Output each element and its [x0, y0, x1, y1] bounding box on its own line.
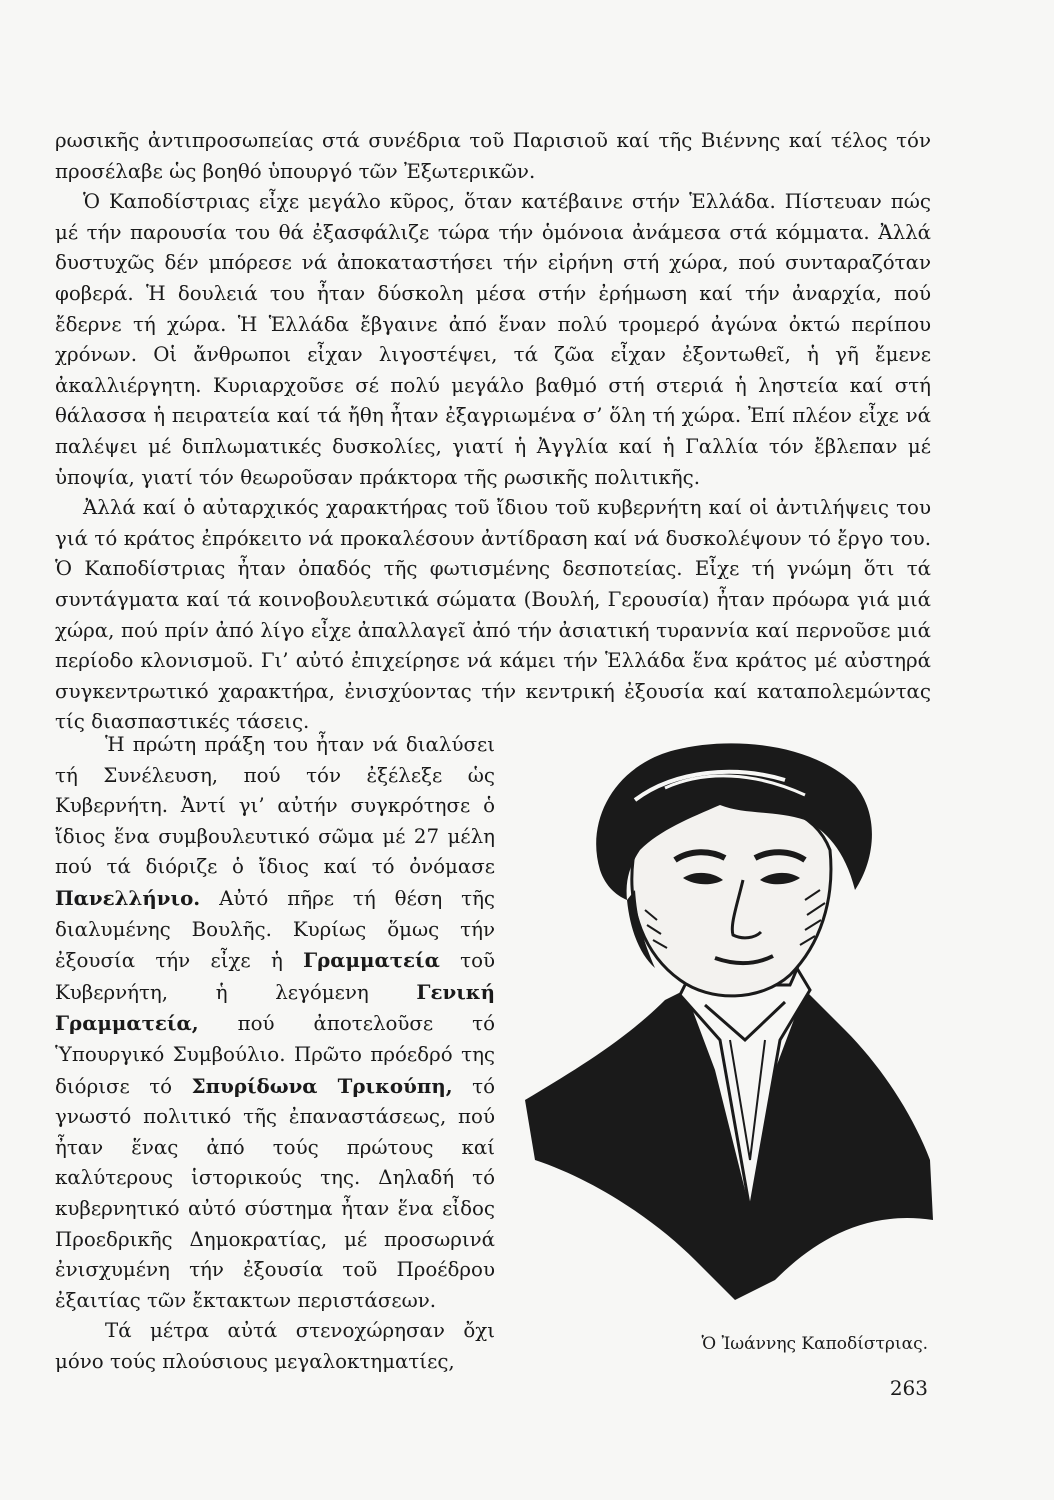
page-number: 263 — [889, 1376, 928, 1400]
bold-term-panellinio: Πανελλήνιο. — [55, 885, 201, 910]
paragraph-measures: Τά μέτρα αὐτά στενοχώρησαν ὄχι μόνο τούς πλούσιους μεγαλοκτηματίες, — [55, 1319, 495, 1373]
text-run: πού ἀποτελοῦσε τό Ὑπουργικό Συμβούλιο. Πρῶτο πρόεδρό της διόρισε τό — [55, 1012, 495, 1098]
text-run: τό γνωστό πολιτικό τῆς ἐπαναστάσεως, πού ἦταν ἕνας ἀπό τούς πρώτους καί καλύτερους ἱστορικούς της. Δηλαδή τό κυβερνητικό αὐτό σύστημα ἦταν ἕνα εἶδος Προεδρικῆς Δημοκρατίας, μέ προσωρινά ἐνισχυμένη τήν ἐξουσία τοῦ Προέδρου ἐξαιτίας τῶν ἔκτακτων περιστάσεων. — [55, 1074, 495, 1312]
portrait-caption: Ὁ Ἰωάννης Καποδίστριας. — [701, 1334, 928, 1354]
bold-term-geniki-grammateia: Γενική Γραμματεία, — [55, 979, 495, 1036]
bold-term-trikoupis: Σπυρίδωνα Τρικούπη, — [191, 1073, 453, 1098]
text-run: Ἡ πρώτη πράξη του ἦταν νά διαλύσει τή Συνέλευση, πού τόν ἐξέλεξε ὡς Κυβερνήτη. Ἀντί γι’ αὐτήν συγκρότησε ὁ ἴδιος ἕνα συμβουλευτικό σῶμα μέ 27 μέλη πού τά διόριζε ὁ ἴδιος καί τό ὀνόμασε — [55, 733, 495, 879]
text-run: τοῦ Κυβερνήτη, ἡ λεγόμενη — [55, 949, 496, 1004]
text-run: Αὐτό πῆρε τή θέση τῆς διαλυμένης Βουλῆς. Κυρίως ὅμως τήν ἐξουσία τήν εἶχε ἡ — [55, 886, 495, 973]
paragraph-kapodistrias-prestige: Ὁ Καποδίστριας εἶχε μεγάλο κῦρος, ὅταν κατέβαινε στήν Ἑλλάδα. Πίστευαν πώς μέ τήν παρουσία του θά ἐξασφάλιζε τώρα τήν ὁμόνοια ἀνάμεσα στά κόμματα. Ἀλλά δυστυχῶς δέν μπόρεσε νά ἀποκαταστήσει τήν εἰρήνη στή χώρα, πού συνταραζόταν φοβερά. Ἡ δουλειά του ἦταν δύσκολη μέσα στήν ἐρήμωση καί τήν ἀναρχία, πού ἔδερνε τή χώρα. Ἡ Ἑλλάδα ἔβγαινε ἀπό ἕναν πολύ τρομερό ἀγώνα ὀκτώ περίπου χρόνων. Οἱ ἄνθρωποι εἶχαν λιγοστέψει, τά ζῶα εἶχαν ἐξοντωθεῖ, ἡ γῆ ἔμενε ἀκαλλιέργητη. Κυριαρχοῦσε σέ πολύ μεγάλο βαθμό στή στεριά ἡ ληστεία καί στή θάλασσα ἡ πειρατεία καί τά ἤθη ἦταν ἐξαγριωμένα σ’ ὅλη τή χώρα. Ἐπί πλέον εἶχε νά παλέψει μέ διπλωματικές δυσκολίες, γιατί ἡ Ἀγγλία καί ἡ Γαλλία τόν ἔβλεπαν μέ ὑποψία, γιατί τόν θεωροῦσαν πράκτορα τῆς ρωσικῆς πολιτικῆς. — [55, 190, 931, 489]
main-text-block — [55, 126, 931, 738]
paragraph-continuation: ρωσικῆς ἀντιπροσωπείας στά συνέδρια τοῦ Παρισιοῦ καί τῆς Βιέννης καί τέλος τόν προσέλαβε ὡς βοηθό ὑπουργό τῶν Ἐξωτερικῶν. — [55, 129, 931, 183]
paragraph-authoritarian-character: Ἀλλά καί ὁ αὐταρχικός χαρακτήρας τοῦ ἴδιου τοῦ κυβερνήτη καί οἱ ἀντιλήψεις του γιά τό κράτος ἐπρόκειτο νά προκαλέσουν ἀντίδραση καί νά δυσκολέψουν τό ἔργο του. Ὁ Καποδίστριας ἦταν ὀπαδός τῆς φωτισμένης δεσποτείας. Εἶχε τή γνώμη ὅτι τά συντάγματα καί τά κοινοβουλευτικά σώματα (Βουλή, Γερουσία) ἦταν πρόωρα γιά μιά χώρα, πού πρίν ἀπό λίγο εἶχε ἀπαλλαγεῖ ἀπό τήν ἀσιατική τυραννία καί περνοῦσε μιά περίοδο κλονισμοῦ. Γι’ αὐτό ἐπιχείρησε νά κάμει τήν Ἑλλάδα ἕνα κράτος μέ αὐστηρά συγκεντρωτικό χαρακτήρα, ἐνισχύοντας τήν κεντρική ἐξουσία καί καταπολεμώντας τίς διασπαστικές τάσεις. — [55, 496, 931, 734]
left-column-text — [55, 730, 495, 1377]
bold-term-grammateia: Γραμματεία — [303, 948, 440, 973]
paragraph-first-act — [55, 730, 495, 1316]
portrait-illustration — [515, 740, 935, 1300]
